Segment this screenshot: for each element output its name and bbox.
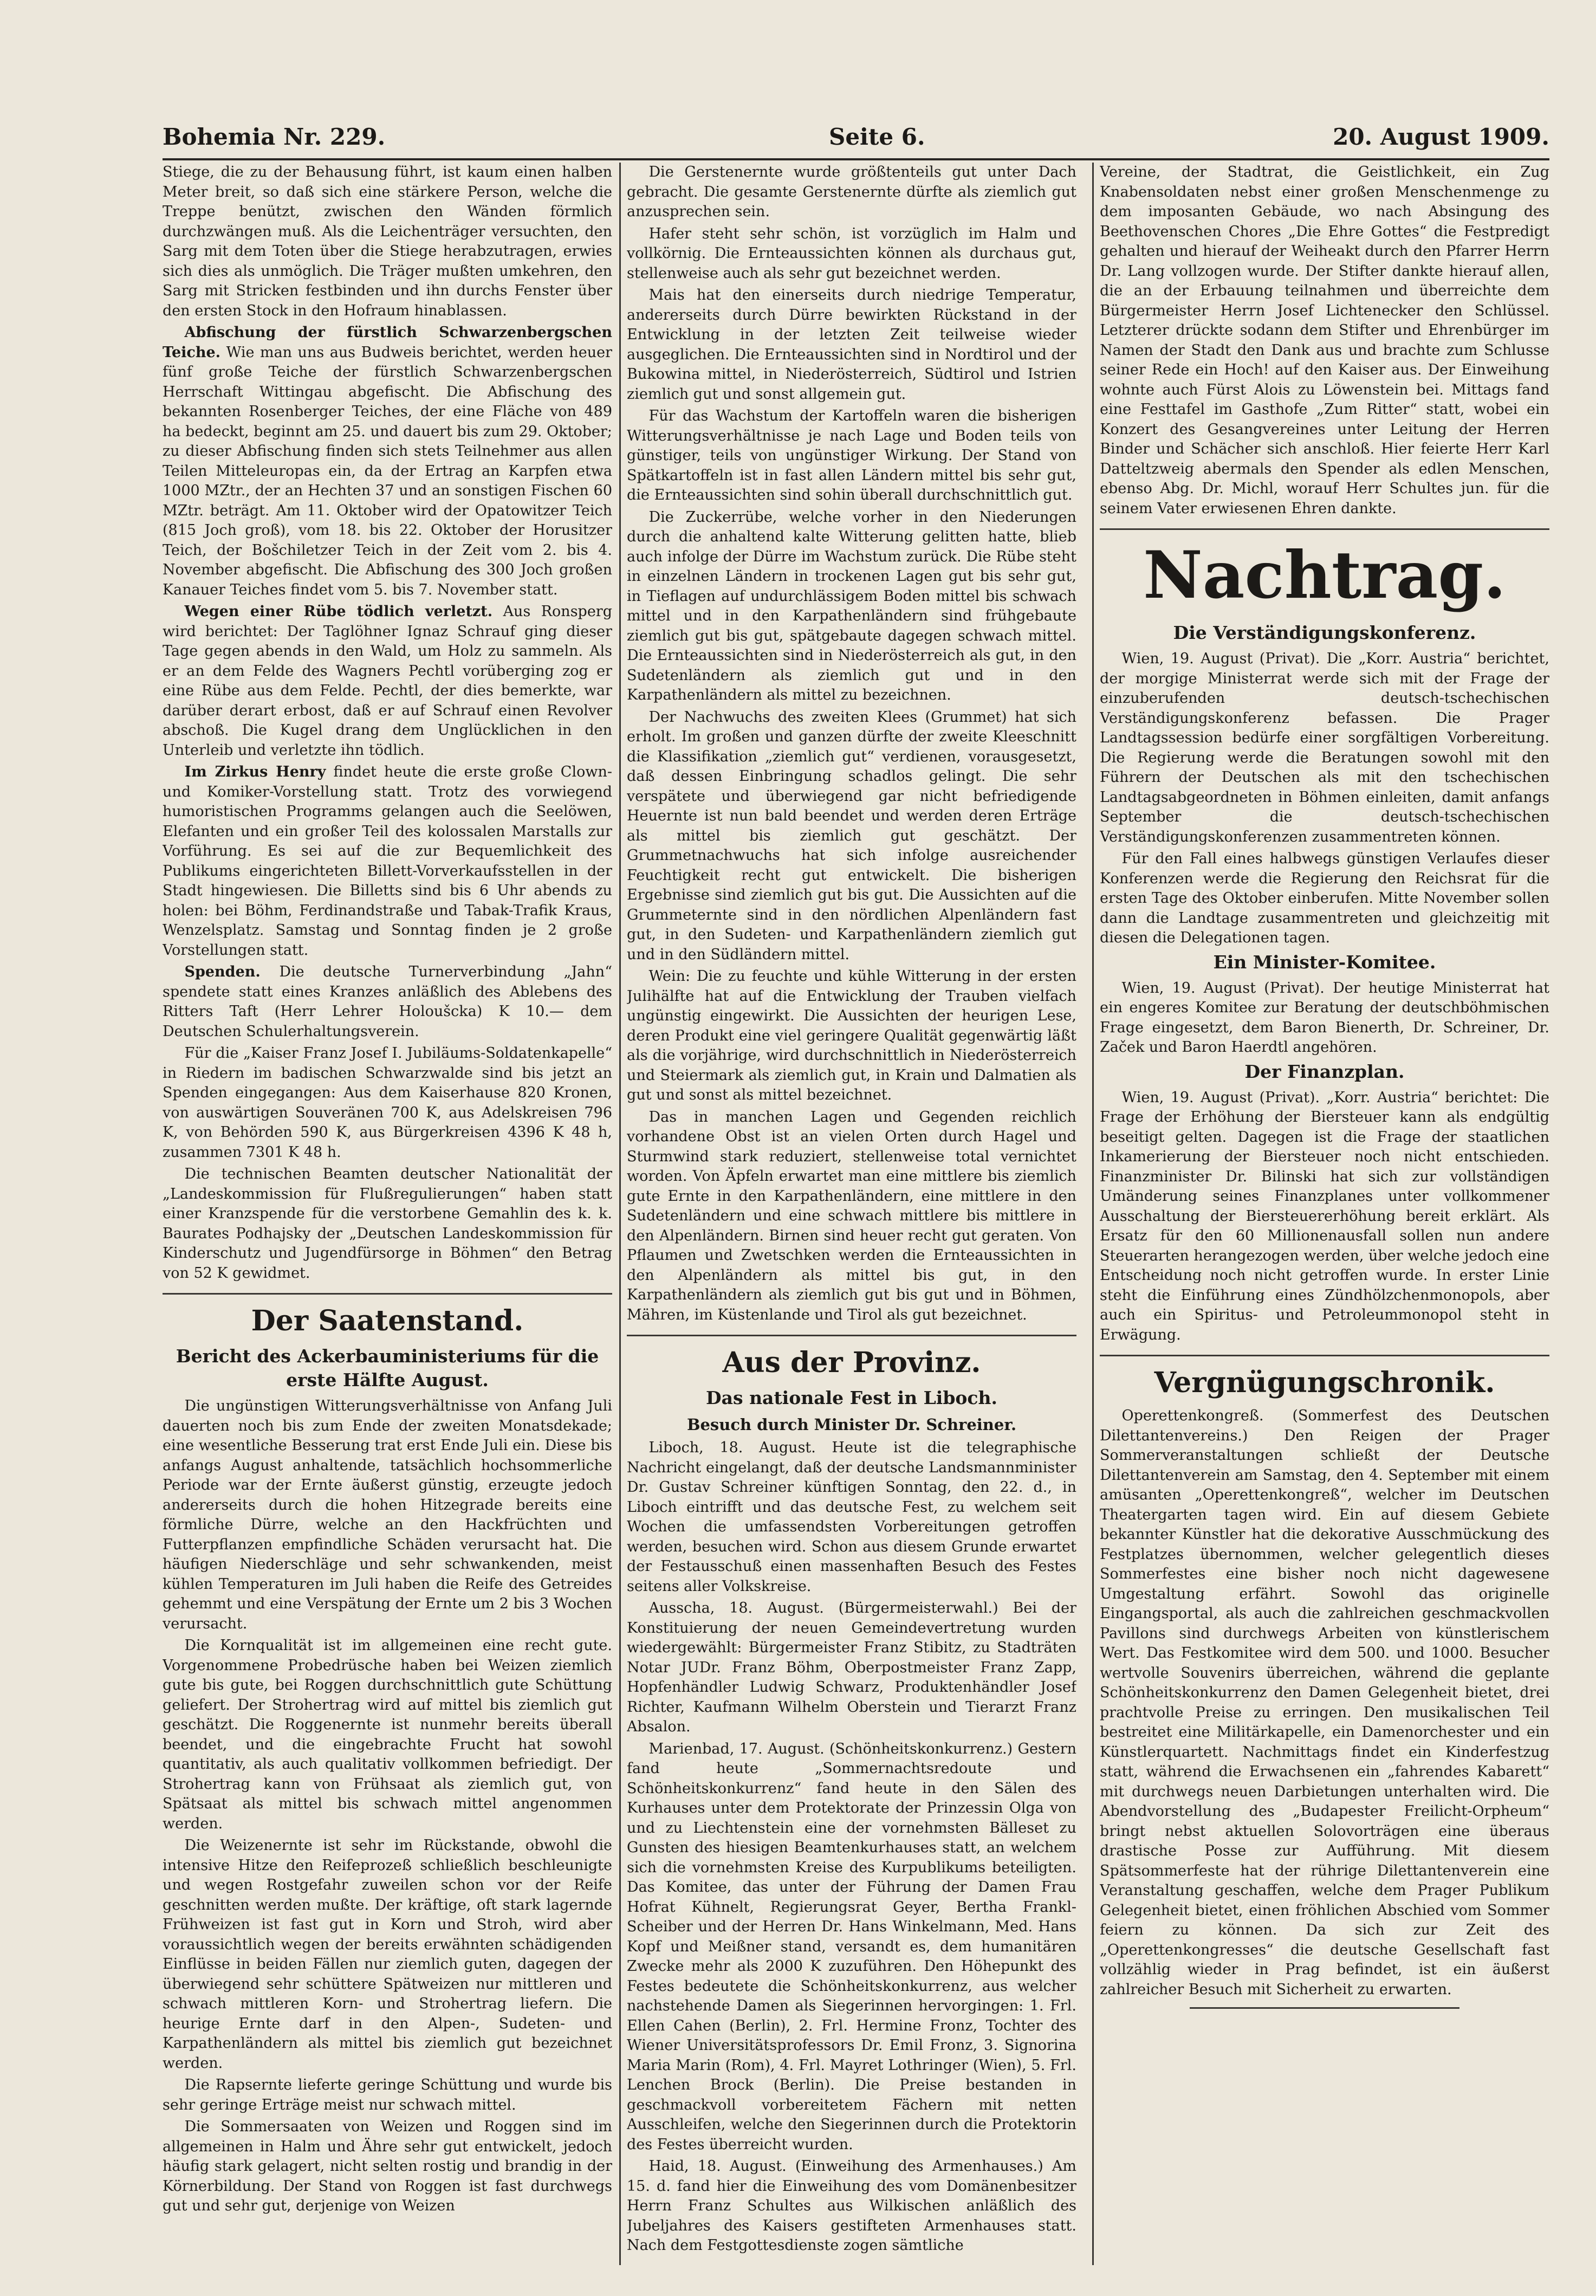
header-page-number: Seite 6. (829, 124, 925, 150)
saatenstand-p2: Die Kornqualität ist im allgemeinen eine recht gute. Vorgenommene Probedrüsche haben bei Weizen ziemlich gute bis gute, bei Roggen durchschnittlich gute Schüttung geliefert. Der Strohertrag wird auf mittel bis ziemlich gut geschätzt. Die Roggenernte ist nunmehr bereits überall beendet, und die eingebrachte Frucht hat sowohl quantitativ, als auch qualitativ vollkommen befriedigt. Der Strohertrag kann von Frühsaat als ziemlich gut, von Spätsaat als mittel bis schwach mittel angenommen werden. (163, 1637, 612, 1832)
article-donations-heading: Spenden. (184, 963, 261, 980)
article-turnip-heading: Wegen einer Rübe tödlich verletzt. (184, 603, 493, 620)
saatenstand-p5: Die Sommersaaten von Weizen und Roggen sind im allgemeinen in Halm und Ähre sehr gut entwickelt, jedoch häufig stark gelagert, nicht selten rostig und brandig in der Körnerbildung. Der Stand von Roggen ist fast durchwegs gut und sehr gut, derjenige von Weizen (163, 2118, 612, 2214)
subtitle-finanzplan: Der Finanzplan. (1244, 1060, 1405, 1082)
section-title-provinz: Aus der Provinz. (722, 1346, 981, 1379)
nachtrag-komitee-p1: Wien, 19. August (Privat). Der heutige Ministerrat hat ein engeres Komitee zur Beratung der deutschböhmischen Frage eingesetzt, dem Baron Bienerth, Dr. Schreiner, Dr. Začek und Baron Haerdtl angehören. (1100, 979, 1549, 1056)
column-divider-1 (619, 163, 621, 2265)
article-continuation: Stiege, die zu der Behausung führt, ist kaum einen halben Meter breit, so daß sich eine stärkere Person, welche die Treppe benützt, zwischen den Wänden förmlich durchzwängen muß. Als die Leichenträger versuchten, den Sarg mit dem Toten über die Stiege herabzutragen, erwies sich dies als unmöglich. Die Träger mußten umkehren, den Sarg mit Stricken festbinden und ihn durchs Fenster über den ersten Stock in den Hofraum hinablassen. (163, 164, 612, 319)
section-rule (1100, 1355, 1549, 1356)
section-rule (627, 1335, 1076, 1336)
header-rule (163, 158, 1549, 160)
article-fish (163, 323, 612, 600)
nachtrag-finanzplan-p1: Wien, 19. August (Privat). „Korr. Austria“ berichtet: Die Frage der Erhöhung der Biersteuer kann als endgültig beseitigt gelten. Dagegen ist die Frage der staatlichen Inkamerierung der Biersteuer noch nicht entschieden. Finanzminister Dr. Bilinski hat sich zur vollständigen Umänderung seines Finanzplanes unter vollkommener Ausschaltung der Biersteuererhöhung bereit erklärt. Als Ersatz für den 60 Millionenausfall sollen nun andere Steuerarten herangezogen werden, über welche jedoch eine Entscheidung noch nicht getroffen wurde. In erster Linie steht die Einführung eines Zündhölzchenmonopols, aber auch ein Spiritus- und Petroleummonopol steht in Erwägung. (1100, 1089, 1549, 1343)
saatenstand-p3: Die Weizenernte ist sehr im Rückstande, obwohl die intensive Hitze den Reifeprozeß schließlich beschleunigte und wegen Rostgefahr zuweilen schon vor der Reife geschnitten werden mußte. Der kräftige, oft stark lagernde Frühweizen ist fast gut in Korn und Stroh, wird aber voraussichtlich wegen der bereits erwähnten schädigenden Einflüsse in beiden Fällen nur ziemlich guten, dagegen der überwiegend sehr schüttere Spätweizen nur mittleren und schwach mittleren Korn- und Strohertrag liefern. Die heurige Ernte darf in den Alpen-, Sudeten- und Karpathenländern als mittel bis ziemlich gut bezeichnet werden. (163, 1837, 612, 2072)
end-rule (1190, 2007, 1459, 2009)
section-rule (1100, 528, 1549, 530)
vergnuegung-operettenkongress: Operettenkongreß. (Sommerfest des Deutschen Dilettantenvereins.) Den Reigen der Prager Sommerveranstaltungen schließt der Deutsche Dilettantenverein am Samstag, den 4. September mit einem amüsanten „Operettenkongreß“, welcher im Deutschen Theatergarten tagen wird. Ein auf diesem Gebiete bekannter Künstler hat die dekorative Ausschmückung des Festplatzes übernommen, welcher gelegentlich dieses Sommerfestes eine bisher noch nicht dagewesene Umgestaltung erfährt. Sowohl das originelle Eingangsportal, als auch die zahlreichen geschmackvollen Pavillons sind durchwegs Arbeiten von künstlerischem Wert. Das Festkomitee wird dem 500. und 1000. Besucher wertvolle Souvenirs überreichen, während die geplante Schönheitskonkurrenz den Damen Gelegenheit bietet, drei prachtvolle Preise zu erringen. Den musikalischen Teil bestreitet eine Militärkapelle, ein Damenorchester und ein Künstlerquartett. Nachmittags findet ein Kinderfestzug statt, während die Erwachsenen ein „fahrendes Kabarett“ mit durchwegs neuen Darbietungen unterhalten wird. Die Abendvorstellung des „Budapester Freilicht-Orpheum“ bringt nebst aktuellen Solovorträgen eine überaus drastische Posse zur Aufführung. Mit diesem Spätsommerfeste hat der rührige Dilettantenverein eine Veranstaltung geschaffen, welche dem Prager Publikum Gelegenheit bietet, einen fröhlichen Abschied vom Sommer feiern zu können. Da sich zur Zeit des „Operettenkongresses“ die deutsche Gesellschaft fast vollzählig wieder in Prag befindet, ist ein äußerst zahlreicher Besuch mit Sicherheit zu erwarten. (1100, 1407, 1549, 1998)
page-header (163, 124, 1549, 156)
article-fish-text: Wie man uns aus Budweis berichtet, werden heuer fünf große Teiche der fürstlich Schwarzenbergschen Herrschaft Wittingau abgefischt. Die Abfischung des bekannten Rosenberger Teiches, der eine Fläche von 489 ha bedeckt, beginnt am 25. und dauert bis zum 29. Oktober; zu dieser Abfischung finden sich stets Teilnehmer aus allen Teilen Mitteleuropas ein, da der Ertrag an Karpfen etwa 1000 MZtr., der an Hechten 37 und an sonstigen Fischen 60 MZtr. beträgt. Am 11. Oktober wird der Opatowitzer Teich (815 Joch groß), vom 18. bis 22. Oktober der Horusitzer Teich, der Bošchiletzer Teich in der Zeit vom 2. bis 4. November abgefischt. Die Abfischung des 300 Joch großen Kanauer Teiches findet vom 5. bis 7. November statt. (163, 344, 612, 598)
article-turnip-text: Aus Ronsperg wird berichtet: Der Taglöhner Ignaz Schrauf ging dieser Tage gegen abends in den Wald, um Holz zu sammeln. Als er an dem Felde des Wagners Pechtl vorüberging zog er eine Rübe aus dem Felde. Pechtl, der dies bemerkte, war darüber derart erbost, daß er auf Schrauf einen Revolver abschoß. Die Kugel drang dem Unglücklichen in den Unterleib und verletzte ihn tödlich. (163, 603, 612, 759)
section-title-nachtrag: Nachtrag. (1143, 537, 1506, 613)
section-title-saatenstand: Der Saatenstand. (251, 1304, 524, 1337)
provinz-ausscha: Ausscha, 18. August. (Bürgermeisterwahl.) Bei der Konstituierung der neuen Gemeindevertretung wurden wiedergewählt: Bürgermeister Franz Stibitz, zu Stadträten Notar JUDr. Franz Böhm, Oberpostmeister Franz Zapp, Hopfenhändler Ludwig Schwarz, Produktenhändler Josef Richter, Kaufmann Wilhelm Oberstein und Tierarzt Franz Absalon. (627, 1600, 1076, 1735)
crop-clover: Der Nachwuchs des zweiten Klees (Grummet) hat sich erholt. Im großen und ganzen dürfte der zweite Kleeschnitt die Klassifikation „ziemlich gut“ verdienen, vorausgesetzt, daß dessen Einbringung schadlos gelingt. Die sehr verspätete und überwiegend gar nicht befriedigende Heuernte ist nun bald beendet und werden deren Erträge als mittel bis ziemlich gut geschätzt. Der Grummetnachwuchs hat sich infolge ausreichender Feuchtigkeit recht gut entwickelt. Die bisherigen Ergebnisse sind ziemlich gut bis gut. Die Aussichten auf die Grummeternte sind in den nördlichen Alpenländern fast gut, in den Sudeten- und Karpathenländern ziemlich gut und in den Südländern mittel. (627, 708, 1076, 963)
article-circus (163, 762, 612, 960)
subtitle-minister-komitee: Ein Minister-Komitee. (1213, 951, 1436, 973)
article-fish-heading: Abfischung der fürstlich Schwarzenbergschen Teiche. (163, 324, 612, 361)
crop-maize: Mais hat den einerseits durch niedrige Temperatur, andererseits durch Dürre bewirkten Rückstand in der Entwicklung in der letzten Zeit teilweise wieder ausgeglichen. Die Ernteaussichten sind in Nordtirol und der Bukowina mittel, in Niederösterreich, Südtirol und Istrien ziemlich gut und sonst allgemein gut. (627, 287, 1076, 403)
header-date: 20. August 1909. (1333, 124, 1549, 150)
crop-oats: Hafer steht sehr schön, ist vorzüglich im Halm und vollkörnig. Die Ernteaussichten können als durchaus gut, stellenweise auch als sehr gut bezeichnet werden. (627, 225, 1076, 282)
article-donations (163, 962, 612, 1042)
provinz-haid: Haid, 18. August. (Einweihung des Armenhauses.) Am 15. d. fand hier die Einweihung des vom Domänenbesitzer Herrn Franz Schultes aus Wilkischen anläßlich des Jubeljahres des Kaisers gestifteten Armenhauses statt. Nach dem Festgottesdienste zogen sämtliche (627, 2158, 1076, 2254)
saatenstand-p4: Die Rapsernte lieferte geringe Schüttung und wurde bis sehr geringe Erträge meist nur schwach mittel. (163, 2077, 612, 2113)
column-2 (627, 163, 1076, 2265)
crop-sugarbeet: Die Zuckerrübe, welche vorher in den Niederungen durch die anhaltend kalte Witterung gelitten hatte, blieb auch infolge der Dürre im Wachstum zurück. Die Rübe steht in einzelnen Ländern in trockenen Lagen gut bis sehr gut, in Tieflagen auf undurchlässigem Boden mittel bis schwach mittel und in den Karpathenländern sind frühgebaute ziemlich gut bis gut, spätgebaute dagegen schwach mittel. Die Ernteaussichten sind in Niederösterreich als gut, in den Sudetenländern als ziemlich gut und in den Karpathenländern als mittel zu bezeichnen. (627, 508, 1076, 703)
nachtrag-konferenz-p1: Wien, 19. August (Privat). Die „Korr. Austria“ berichtet, der morgige Ministerrat werde sich mit der Frage der einzuberufenden deutsch-tschechischen Verständigungskonferenz befassen. Die Prager Landtagssession bedürfe einer sorgfältigen Vorbereitung. Die Regierung werde die Beratungen sowohl mit den Führern der Deutschen als mit den tschechischen Landtagsabgeordneten in Böhmen einleiten, damit anfangs September die deutsch-tschechischen Verständigungskonferenzen zusammentreten können. (1100, 650, 1549, 845)
article-donations-p3: Die technischen Beamten deutscher Nationalität der „Landeskommission für Flußregulierungen“ haben statt einer Kranzspende für die verstorbene Gemahlin des k. k. Baurates Podhajsky der „Deutschen Landeskommission für Kinderschutz und Jugendfürsorge in Böhmen“ den Betrag von 52 K gewidmet. (163, 1166, 612, 1282)
section-title-vergnuegungschronik: Vergnügungschronik. (1154, 1366, 1495, 1399)
header-issue: Bohemia Nr. 229. (163, 124, 386, 150)
provinz-liboch: Liboch, 18. August. Heute ist die telegraphische Nachricht eingelangt, daß der deutsche Landsmannminister Dr. Gustav Schreiner künftigen Sonntag, den 22. d., in Liboch eintrifft und das deutsche Fest, zu welchem seit Wochen die umfassendsten Vorbereitungen getroffen werden, besuchen wird. Schon aus diesem Grunde erwartet der Festausschuß einen massenhaften Besuch des Festes seitens aller Volkskreise. (627, 1439, 1076, 1595)
subtitle-verstaendigungskonferenz: Die Verständigungskonferenz. (1173, 622, 1476, 643)
nachtrag-konferenz-p2: Für den Fall eines halbwegs günstigen Verlaufes dieser Konferenzen werde die Regierung den Reichsrat für die ersten Tage des Oktober einberufen. Mitte November sollen dann die Landtage zusammentreten und gleichzeitig mit diesen die Delegationen tagen. (1100, 850, 1549, 946)
crop-fruit: Das in manchen Lagen und Gegenden reichlich vorhandene Obst ist an vielen Orten durch Hagel und Sturmwind stark reduziert, stellenweise total vernichtet worden. Von Äpfeln erwartet man eine mittlere bis ziemlich gute Ernte in den Karpathenländern, eine mittlere in den Sudetenländern und eine schwach mittlere bis mittlere in den Alpenländern. Birnen sind heuer recht gut geraten. Von Pflaumen und Zwetschken werden die Ernteaussichten in den Alpenländern als mittel bis gut, in den Karpathenländern als ziemlich gut bis gut und in Böhmen, Mähren, im Küstenlande und Tirol als gut bezeichnet. (627, 1108, 1076, 1323)
crop-wine: Wein: Die zu feuchte und kühle Witterung in der ersten Julihälfte hat auf die Entwicklung der Trauben vielfach ungünstig eingewirkt. Die Aussichten der heurigen Lese, deren Produkt eine viel geringere Qualität gegenwärtig läßt als die vorjährige, wird durchschnittlich in Niederösterreich und Steiermark als ziemlich gut, in Krain und Dalmatien als gut und sonst als mittel bezeichnet. (627, 968, 1076, 1103)
section-subtitle-saatenstand: Bericht des Ackerbauministeriums für die erste Hälfte August. (176, 1346, 599, 1390)
saatenstand-p1: Die ungünstigen Witterungsverhältnisse von Anfang Juli dauerten noch bis zum Ende der zweiten Monatsdekade; eine wesentliche Besserung trat erst Ende Juli ein. Diese bis anfangs August anhaltende, tatsächlich hochsommerliche Periode war der Ernte äußerst günstig, erzeugte jedoch andererseits durch die hohen Hitzegrade bereits eine förmliche Dürre, welche an den Hackfrüchten und Futterpflanzen empfindliche Schäden verursacht hat. Die häufigen Niederschläge und sehr schwankenden, meist kühlen Temperaturen im Juli haben die Reife des Getreides gehemmt und eine Verspätung der Ernte um 2 bis 3 Wochen verursacht. (163, 1398, 612, 1632)
section-subtitle-liboch: Das nationale Fest in Liboch. (706, 1387, 997, 1408)
crop-potatoes: Für das Wachstum der Kartoffeln waren die bisherigen Witterungsverhältnisse je nach Lage und Boden teils von günstiger, teils von ungünstiger Wirkung. Der Stand von Spätkartoffeln ist in fast allen Ländern mittel bis sehr gut, die Ernteaussichten sind sohin überall durchschnittlich gut. (627, 408, 1076, 503)
column-1 (163, 163, 612, 2265)
crop-barley: Die Gerstenernte wurde größtenteils gut unter Dach gebracht. Die gesamte Gerstenernte dürfte als ziemlich gut anzusprechen sein. (627, 164, 1076, 220)
article-turnip (163, 602, 612, 760)
column-divider-2 (1092, 163, 1094, 2265)
article-circus-text: findet heute die erste große Clown- und Komiker-Vorstellung statt. Trotz des vorwiegend humoristischen Programms gelangen auch die Seelöwen, Elefanten und ein großer Teil des kolossalen Marstalls zur Vorführung. Es sei auf die zur Bequemlichkeit des Publikums eingerichteten Billett-Vorverkaufsstellen in der Stadt hingewiesen. Die Billetts sind bis 6 Uhr abends zu holen: bei Böhm, Ferdinandstraße und Tabak-Trafik Kraus, Wenzelsplatz. Samstag und Sonntag finden je 2 große Vorstellungen statt. (163, 764, 612, 959)
provinz-haid-continuation: Vereine, der Stadtrat, die Geistlichkeit, ein Zug Knabensoldaten nebst einer großen Menschenmenge zu dem imposanten Gebäude, wo nach Absingung des Beethovenschen Chores „Die Ehre Gottes“ die Festpredigt gehalten und hierauf der Weiheakt durch den Pfarrer Herrn Dr. Lang vollzogen wurde. Der Stifter dankte hierauf allen, die an der Erbauung teilnahmen und überreichte dem Bürgermeister Herrn Josef Lichtenecker den Schlüssel. Letzterer drückte sodann dem Stifter und Ehrenbürger im Namen der Stadt den Dank aus und brachte zum Schlusse seiner Rede ein Hoch! auf den Kaiser aus. Der Einweihung wohnte auch Fürst Alois zu Löwenstein bei. Mittags fand eine Festtafel im Gasthofe „Zum Ritter“ statt, wobei ein Konzert des Gesangvereines unter Leitung der Herren Binder und Schächer sich anschloß. Hier feierte Herr Karl Datteltzweig abermals den Spender als edlen Menschen, ebenso Abg. Dr. Michl, worauf Herr Schultes jun. für die seinem Vater erwiesenen Ehren dankte. (1100, 164, 1549, 517)
article-donations-p2: Für die „Kaiser Franz Josef I. Jubiläums-Soldatenkapelle“ in Riedern im badischen Schwarzwalde sind bis jetzt an Spenden eingegangen: Aus dem Kaiserhause 820 Kronen, von auswärtigen Souveränen 700 K, aus Adelskreisen 796 K, von Behörden 590 K, aus Bürgerkreisen 4396 K 48 h, zusammen 7301 K 48 h. (163, 1045, 612, 1161)
article-donations-text: Die deutsche Turnerverbindung „Jahn“ spendete statt eines Kranzes anläßlich des Ablebens des Ritters Taft (Herr Lehrer Holoušcka) K 10.— dem Deutschen Schulerhaltungsverein. (163, 963, 612, 1040)
article-circus-heading: Im Zirkus Henry (184, 764, 326, 780)
column-3 (1100, 163, 1549, 2265)
section-subtitle-minister-visit: Besuch durch Minister Dr. Schreiner. (686, 1415, 1017, 1434)
provinz-marienbad: Marienbad, 17. August. (Schönheitskonkurrenz.) Gestern fand heute „Sommernachtsredoute und Schönheitskonkurrenz“ fand heute in den Sälen des Kurhauses unter dem Protektorate der Prinzessin Olga von und zu Liechtenstein eine der vornehmsten Bälleset zu Gunsten des hiesigen Beamtenkurhauses statt, an welchem sich die vornehmsten Kreise des Kurpublikums beteiligten. Das Komitee, das unter der Führung der Damen Frau Hofrat Kühnelt, Regierungsrat Geyer, Bertha Frankl-Scheiber und der Herren Dr. Hans Winkelmann, Med. Hans Kopf und Meißner stand, versandt es, dem humanitären Zwecke mehr als 2000 K zuzuführen. Den Höhepunkt des Festes bedeutete die Schönheitskonkurrenz, aus welcher nachstehende Damen als Siegerinnen hervorgingen: 1. Frl. Ellen Cahen (Berlin), 2. Frl. Hermine Fronz, Tochter des Wiener Universitätsprofessors Dr. Emil Fronz, 3. Signorina Maria Marin (Rom), 4. Frl. Mayret Lothringer (Wien), 5. Frl. Lenchen Brock (Berlin). Die Preise bestanden in geschmackvoll vorbereitetem Fächern mit netten Ausschleifen, welche den Siegerinnen durch die Protektorin des Festes überreicht wurden. (627, 1740, 1076, 2153)
section-rule (163, 1293, 612, 1295)
